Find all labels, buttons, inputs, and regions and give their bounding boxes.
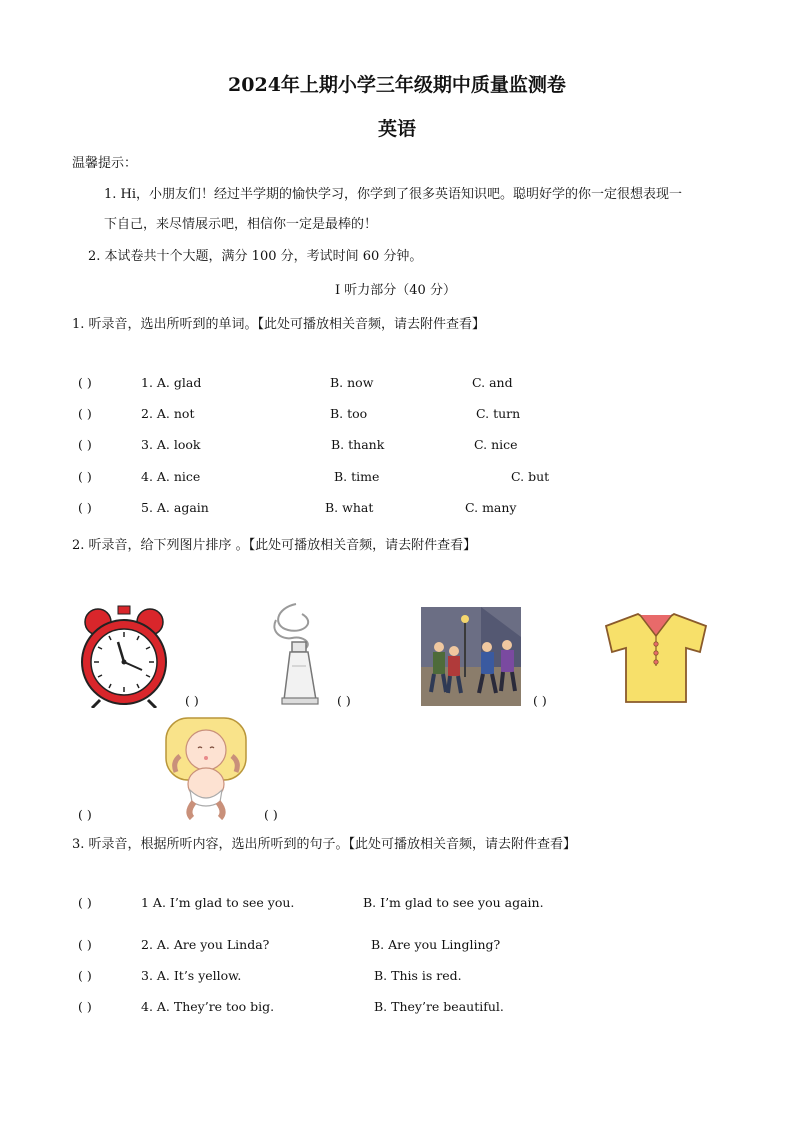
tips-line-2: 2. 本试卷共十个大题，满分 100 分，考试时间 60 分钟。 xyxy=(88,249,423,264)
answer-blank[interactable]: ( ) xyxy=(533,693,547,708)
q1-option-c: C. many xyxy=(465,500,517,515)
q3-option-a: 4. A. They’re too big. xyxy=(141,999,275,1014)
q1-option-a: 5. A. again xyxy=(141,500,209,515)
q3-option-b: B. This is red. xyxy=(374,968,462,983)
q1-option-b: B. now xyxy=(330,375,374,390)
paint-tube-picture xyxy=(266,600,328,708)
q3-heading: 3. 听录音，根据所听内容，选出所听到的句子。【此处可播放相关音频，请去附件查看】 xyxy=(72,837,577,852)
q3-option-a: 3. A. It’s yellow. xyxy=(141,968,242,983)
people-walking-picture xyxy=(421,607,521,706)
answer-blank[interactable]: ( ) xyxy=(78,437,92,452)
answer-blank[interactable]: ( ) xyxy=(78,807,92,822)
answer-blank[interactable]: ( ) xyxy=(264,807,278,822)
tips-line-1a: 1. Hi，小朋友们！经过半学期的愉快学习，你学到了很多英语知识吧。聪明好学的你一定很想表现一 xyxy=(104,187,683,202)
answer-blank[interactable]: ( ) xyxy=(78,895,92,910)
q1-option-a: 4. A. nice xyxy=(141,469,201,484)
q3-option-a: 2. A. Are you Linda? xyxy=(141,937,270,952)
yellow-shirt-picture xyxy=(604,612,708,704)
q1-option-b: B. too xyxy=(330,406,368,421)
q1-option-b: B. time xyxy=(334,469,380,484)
q1-option-a: 3. A. look xyxy=(141,437,201,452)
answer-blank[interactable]: ( ) xyxy=(185,693,199,708)
q1-option-c: C. turn xyxy=(476,406,521,421)
answer-blank[interactable]: ( ) xyxy=(337,693,351,708)
q1-option-b: B. thank xyxy=(331,437,385,452)
answer-blank[interactable]: ( ) xyxy=(78,937,92,952)
q1-option-a: 2. A. not xyxy=(141,406,195,421)
q3-option-b: B. Are you Lingling? xyxy=(371,937,501,952)
answer-blank[interactable]: ( ) xyxy=(78,406,92,421)
answer-blank[interactable]: ( ) xyxy=(78,500,92,515)
q1-option-c: C. and xyxy=(472,375,513,390)
q1-heading: 1. 听录音，选出所听到的单词。【此处可播放相关音频，请去附件查看】 xyxy=(72,317,486,332)
q1-option-a: 1. A. glad xyxy=(141,375,202,390)
baby-picture xyxy=(162,716,250,820)
answer-blank[interactable]: ( ) xyxy=(78,375,92,390)
answer-blank[interactable]: ( ) xyxy=(78,469,92,484)
alarm-clock-picture xyxy=(78,604,170,708)
q3-option-b: B. I’m glad to see you again. xyxy=(363,895,544,910)
answer-blank[interactable]: ( ) xyxy=(78,968,92,983)
subject-title: 英语 xyxy=(377,118,416,140)
q1-option-c: C. but xyxy=(511,469,550,484)
q2-heading: 2. 听录音，给下列图片排序 。【此处可播放相关音频，请去附件查看】 xyxy=(72,538,477,553)
part1-heading: I 听力部分（40 分） xyxy=(335,283,456,298)
q3-option-a: 1 A. I’m glad to see you. xyxy=(141,895,295,910)
q3-option-b: B. They’re beautiful. xyxy=(374,999,504,1014)
tips-line-1b: 下自己，来尽情展示吧，相信你一定是最棒的！ xyxy=(104,217,378,232)
answer-blank[interactable]: ( ) xyxy=(78,999,92,1014)
q1-option-c: C. nice xyxy=(474,437,518,452)
page-title: 2024年上期小学三年级期中质量监测卷 xyxy=(228,74,566,96)
q1-option-b: B. what xyxy=(325,500,374,515)
tips-heading: 温馨提示： xyxy=(72,156,138,171)
